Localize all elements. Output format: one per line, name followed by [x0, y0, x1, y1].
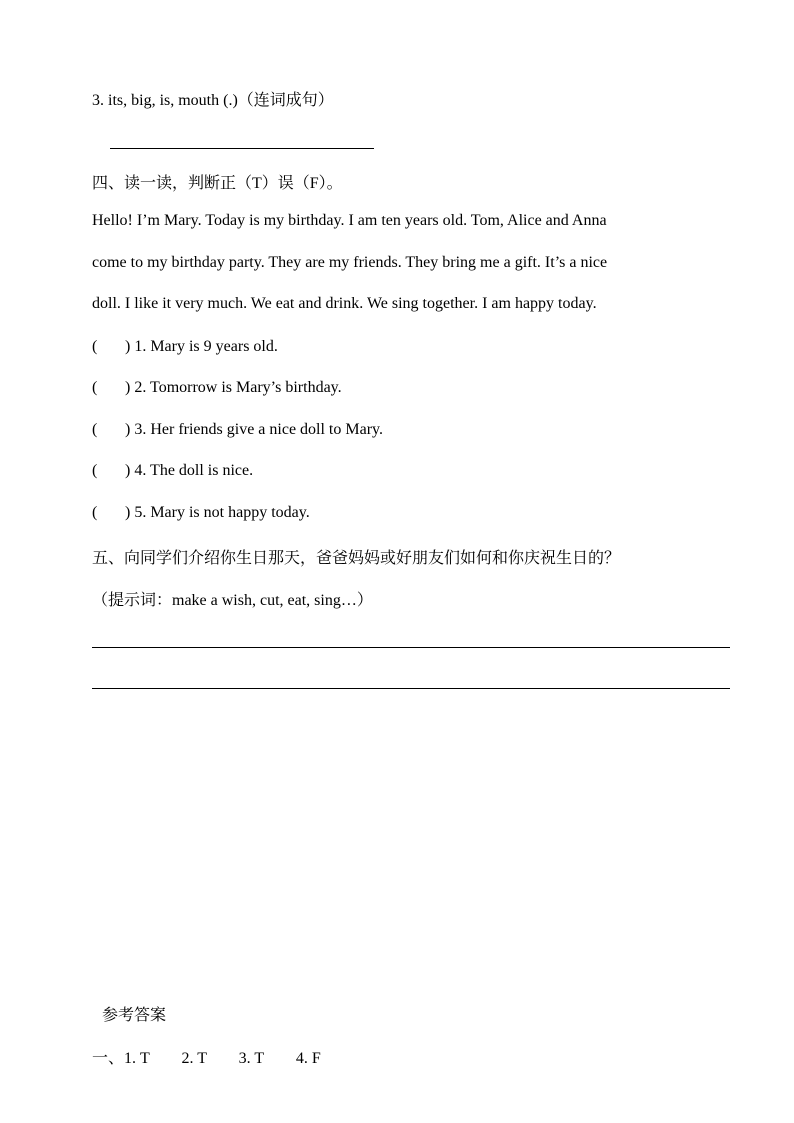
- section-4-heading: 四、读一读，判断正（T）误（F）。: [92, 175, 343, 192]
- answer-blank-open[interactable]: (: [92, 462, 98, 479]
- question-text: 3. Her friends give a nice doll to Mary.: [134, 421, 383, 438]
- passage-line-2: come to my birthday party. They are my friends. They bring me a gift. It’s a nice: [92, 254, 608, 271]
- answer-blank-close: ): [125, 379, 131, 396]
- answer-blank-open[interactable]: (: [92, 504, 98, 521]
- answer-blank-close: ): [125, 504, 131, 521]
- writing-line-1[interactable]: [92, 647, 730, 648]
- answer-blank-close: ): [125, 421, 131, 438]
- section-5-heading: 五、向同学们介绍你生日那天，爸爸妈妈或好朋友们如何和你庆祝生日的？: [92, 550, 621, 567]
- answer-blank-close: ): [125, 338, 131, 355]
- question-text: 4. The doll is nice.: [134, 462, 254, 479]
- tf-question-5: [92, 504, 310, 522]
- answer-line-q3[interactable]: [110, 148, 374, 149]
- tf-question-3: [92, 421, 383, 439]
- tf-question-1: [92, 338, 278, 356]
- question-text: 2. Tomorrow is Mary’s birthday.: [134, 379, 342, 396]
- tf-question-2: [92, 379, 342, 397]
- tf-question-4: [92, 462, 253, 480]
- answer-blank-close: ): [125, 462, 131, 479]
- passage-line-3: doll. I like it very much. We eat and drink. We sing together. I am happy today.: [92, 295, 597, 312]
- answer-blank-open[interactable]: (: [92, 338, 98, 355]
- answer-key-row-1: 一、1. T 2. T 3. T 4. F: [92, 1050, 321, 1067]
- question-text: 1. Mary is 9 years old.: [134, 338, 278, 355]
- passage-line-1: Hello! I’m Mary. Today is my birthday. I am ten years old. Tom, Alice and Anna: [92, 212, 607, 229]
- question-text: 5. Mary is not happy today.: [134, 504, 310, 521]
- answer-blank-open[interactable]: (: [92, 421, 98, 438]
- answer-blank-open[interactable]: (: [92, 379, 98, 396]
- answer-key-title: 参考答案: [102, 1007, 167, 1024]
- question-3-unscramble: 3. its, big, is, mouth (.)（连词成句）: [92, 92, 334, 109]
- section-5-hint: （提示词：make a wish, cut, eat, sing…）: [92, 592, 373, 609]
- writing-line-2[interactable]: [92, 688, 730, 689]
